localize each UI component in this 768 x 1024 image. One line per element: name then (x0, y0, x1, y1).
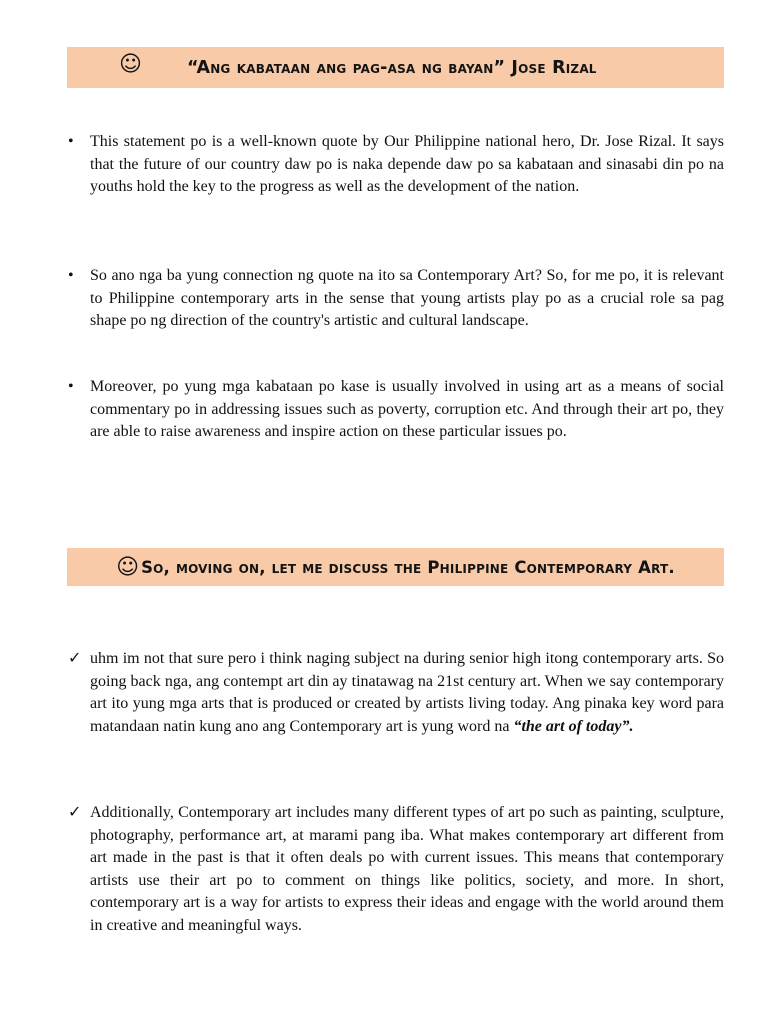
section-title: So, moving on, let me discuss the Philippine Contemporary Art. (141, 557, 675, 577)
check-paragraph (68, 802, 724, 938)
quote-banner (67, 47, 724, 88)
bullet-icon: • (68, 378, 74, 395)
bullet-icon: • (68, 267, 74, 284)
paragraph-text: Additionally, Contemporary art includes many different types of art po such as painting, sculpture, photography, performance art, at marami pang iba. What makes contemporary art different from art made in the past is that it often deals po with current issues. This means that contemporary artists use their art po to comment on things like politics, society, and more. In short, contemporary art is a way for artists to express their ideas and engage with the world around them in creative and meaningful ways. (90, 804, 724, 934)
quote-title: “Ang kabataan ang pag-asa ng bayan” Jose Rizal (187, 58, 597, 78)
bullet-icon: • (68, 133, 74, 150)
paragraph-text: This statement po is a well-known quote by Our Philippine national hero, Dr. Jose Rizal. It says that the future of our country daw po is naka depende daw po sa kabataan and sinasabi din po na youths hold the key to the progress as well as the development of the nation. (90, 133, 724, 196)
checkmark-icon: ✓ (68, 804, 82, 821)
paragraph-body: uhm im not that sure pero i think naging subject na during senior high itong contemporary arts. So going back nga, ang contempt art din ay tinatawag na 21st century art. When we say contemporary art ito yung mga arts that is produced or created by artists living today. Ang pinaka key word para matandaan natin kung ano ang Contemporary art is yung word na (90, 650, 724, 735)
smiley-icon: ☺ (116, 554, 140, 580)
bullet-paragraph (68, 376, 724, 444)
bullet-paragraph (68, 131, 724, 199)
paragraph-text: Moreover, po yung mga kabataan po kase is usually involved in using art as a means of social commentary po in addressing issues such as poverty, corruption etc. And through their art po, they are able to raise awareness and inspire action on these particular issues po. (90, 378, 724, 441)
paragraph-text: So ano nga ba yung connection ng quote na ito sa Contemporary Art? So, for me po, it is relevant to Philippine contemporary arts in the sense that young artists play po as a crucial role sa pag shape po ng direction of the country's artistic and cultural landscape. (90, 267, 724, 330)
check-paragraph (68, 648, 724, 738)
section-banner (67, 548, 724, 586)
bullet-paragraph (68, 265, 724, 333)
emphasis-text: “the art of today”. (513, 717, 634, 735)
paragraph-text (90, 648, 724, 738)
checkmark-icon: ✓ (68, 650, 82, 667)
smiley-icon: ☺ (119, 52, 142, 77)
